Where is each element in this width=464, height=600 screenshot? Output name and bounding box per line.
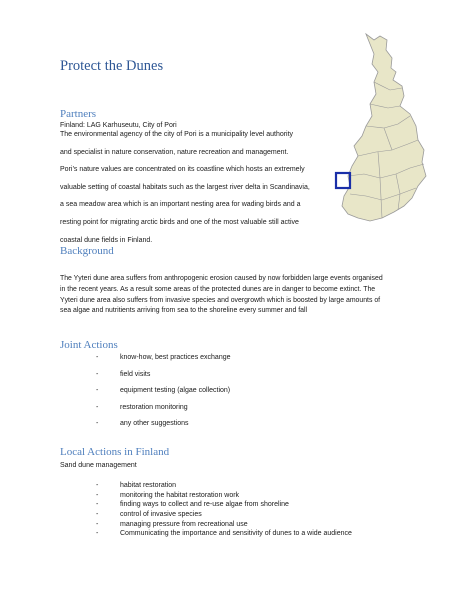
- dash-bullet: -: [96, 370, 99, 378]
- partners-line: Pori’s nature values are concentrated on its coastline which hosts an extremely: [60, 166, 305, 174]
- dash-bullet: -: [96, 501, 99, 509]
- list-item: [96, 529, 352, 539]
- partners-line: The environmental agency of the city of Pori is a municipality level authority: [60, 131, 294, 138]
- list-item-text: field visits: [120, 370, 151, 378]
- dash-bullet: -: [96, 530, 99, 538]
- list-item: [96, 510, 352, 520]
- list-item-text: finding ways to collect and re-use algae from shoreline: [120, 501, 289, 509]
- list-item: [96, 520, 352, 530]
- finland-map-image: [330, 28, 430, 233]
- list-item-text: monitoring the habitat restoration work: [120, 491, 240, 499]
- background-line: Yyteri dune area also suffers from invasive species and overgrowth which is boosted by large amounts of: [60, 296, 381, 304]
- page-title: Protect the Dunes: [60, 58, 164, 74]
- background-line: in the recent years. As a result some areas of the protected dunes are in danger to become extinct. The: [60, 285, 376, 293]
- list-item: [96, 403, 231, 420]
- list-item-text: Communicating the importance and sensitivity of dunes to a wide audience: [120, 530, 352, 538]
- finland-outline-shape: [342, 34, 426, 221]
- list-item: [96, 386, 231, 403]
- dash-bullet: -: [96, 482, 99, 489]
- background-line: sea algae and nutritients arriving from sea to the shoreline every summer and fall: [60, 307, 308, 315]
- partners-line: resting point for migrating arctic birds and one of the most valuable still active: [60, 218, 299, 226]
- partners-line: a sea meadow area which is an important nesting area for wading birds and a: [60, 201, 301, 209]
- partners-heading: Partners: [60, 108, 97, 120]
- local-actions-heading: Local Actions in Finland: [60, 446, 170, 458]
- list-item-text: managing pressure from recreational use: [120, 520, 248, 528]
- dash-bullet: -: [96, 491, 99, 499]
- partners-paragraph: [60, 126, 320, 249]
- dash-bullet: -: [96, 511, 99, 519]
- dash-bullet: -: [96, 403, 99, 411]
- partners-subtitle: Finland: LAG Karhuseutu, City of Pori: [60, 122, 177, 129]
- dash-bullet: -: [96, 520, 99, 528]
- list-item-text: know-how, best practices exchange: [120, 354, 231, 361]
- joint-actions-heading: Joint Actions: [60, 339, 118, 351]
- list-item: [96, 481, 352, 491]
- list-item-text: restoration monitoring: [120, 403, 188, 411]
- local-actions-list: [96, 481, 352, 539]
- partners-line: and specialist in nature conservation, nature recreation and management.: [60, 148, 289, 156]
- background-paragraph: [60, 274, 420, 317]
- background-heading: Background: [60, 245, 114, 257]
- list-item-text: habitat restoration: [120, 482, 177, 489]
- list-item-text: any other suggestions: [120, 420, 189, 427]
- dash-bullet: -: [96, 420, 99, 427]
- list-item: [96, 353, 231, 370]
- dash-bullet: -: [96, 387, 99, 394]
- dash-bullet: -: [96, 354, 99, 361]
- local-actions-subtitle: Sand dune management: [60, 462, 137, 469]
- list-item: [96, 500, 352, 510]
- list-item-text: equipment testing (algae collection): [120, 387, 231, 394]
- list-item: [96, 370, 231, 387]
- list-item: [96, 419, 231, 436]
- partners-line: coastal dune fields in Finland.: [60, 236, 153, 244]
- partners-line: valuable setting of coastal habitats such as the largest river delta in Scandinavia,: [60, 183, 310, 191]
- background-line: The Yyteri dune area suffers from anthropogenic erosion caused by now forbidden large events organised: [60, 275, 383, 282]
- list-item: [96, 491, 352, 501]
- joint-actions-list: [96, 353, 231, 436]
- list-item-text: control of invasive species: [120, 511, 202, 519]
